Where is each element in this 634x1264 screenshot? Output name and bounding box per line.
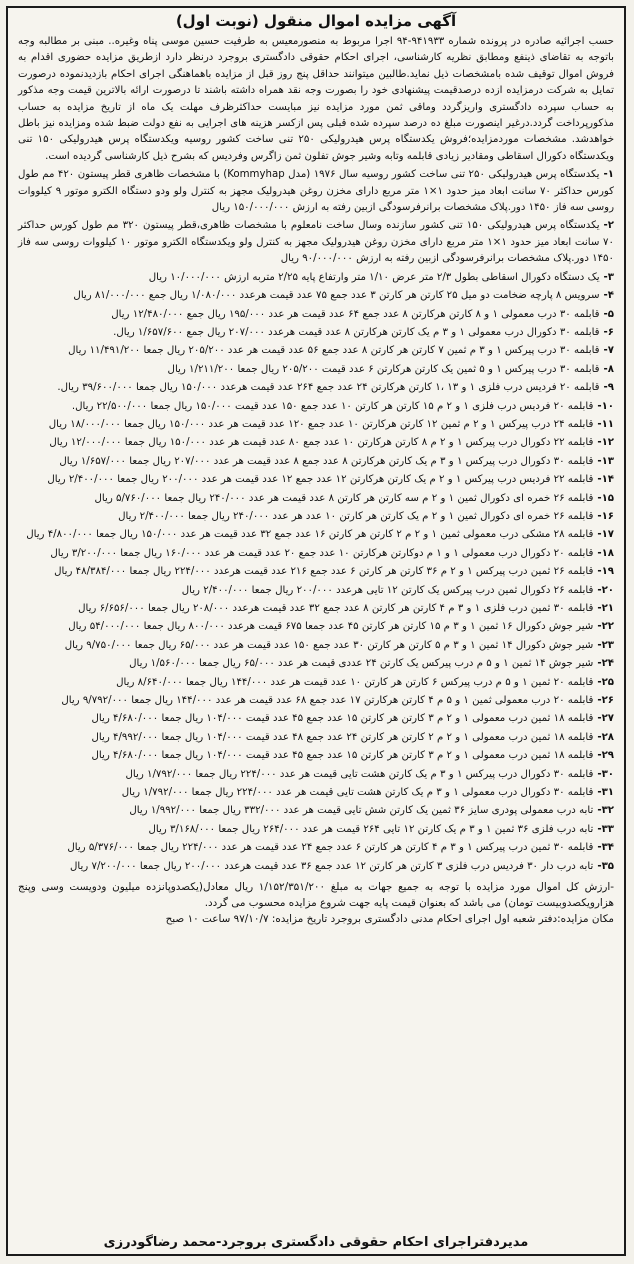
list-item (18, 840, 614, 856)
item-number: ۹- (603, 382, 614, 394)
notice-intro: حسب اجرائیه صادره در پرونده شماره ۹۴۱۹۳۳-۹۴ اجرا مربوط به منصورمعیس به طرفیت حسین موسی پناه وغیره.. مبنی بر مطالبه وجه باتوجه به تقاضای ذینفع ومطابق نظریه کارشناسی، اجرای احکام حقوقی دادگستری بروجرد درنظر دارد ازطریق مزایده حضوری اقدام به فروش اموال توقیف شده بامشخصات ذیل نماید.طالبین میتوانند حداقل پنج روز قبل از مزایده باهماهنگی اجرای احکام بازدیدنموده درصورت تمایل به شرکت درمزایده ازده درصدقیمت پیشنهادی خود را بصورت وجه نقد همراه داشته باشند تا درصورت ارائه بالاترین قیمت وجه مذکور به حساب سپرده دادگستری واریزگردد وماقی ثمن مورد مزایده نیز مبایست حداکثرظرف مهلت یک ماه از تاریخ مزایده به حساب مذکورپرداخت گردد.درغیر اینصورت مبلغ ده درصد سپرده شده قبلی پس ازکسر هزینه های اجرایی به نفع دولت ضبط شده ومزایده نیز باطل خواهدشد. مشخصات موردمزایده؛فروش یکدستگاه پرس هیدرولیکی ۲۵۰ تنی ساخت کشور روسیه ویکدستگاه پرس هیدرولیکی ۱۵۰ تنی ویکدستگاه دکورال اسقاطی ومقادیر زیادی قابلمه وتابه وشیر جوش تفلون ثمن زاگرس وفردیس که بشرح ذیل کارشناسی گردیده است. (18, 36, 614, 162)
list-item (18, 325, 614, 341)
item-text: قابلمه ۳۰ درب پیرکس ۱ و ۵ ثمین یک کارتن هرکارتن ۶ عدد قیمت ۲۰۵/۲۰۰ ریال جمعا ۱/۲۱۱/۲۰۰ ریال (167, 363, 600, 375)
list-item (18, 362, 614, 378)
item-number: ۱۰- (597, 400, 614, 412)
item-number: ۳۴- (597, 842, 614, 854)
item-number: ۳- (603, 271, 614, 283)
item-number: ۴- (603, 290, 614, 302)
item-text: تابه درب دار ۳۰ فردیس درب فلزی ۳ کارتن هر کارتن ۱۲ عدد جمع ۳۶ عدد قیمت هرعدد ۲۰۰/۰۰۰ ریال جمعا ۷/۲۰۰/۰۰۰ ریال (69, 860, 594, 872)
item-number: ۲۷- (597, 713, 614, 725)
item-number: ۲۴- (597, 658, 614, 670)
item-number: ۱۱- (597, 418, 614, 430)
item-text: شیر جوش ۱۴ ثمین ۱ و ۵ م درب پیرکس یک کارتن ۲۴ عددی قیمت هر عدد ۶۵/۰۰۰ ریال جمعا ۱/۵۶۰/۰۰۰ ریال (129, 658, 594, 670)
item-number: ۳۳- (597, 823, 614, 835)
item-number: ۱۵- (597, 492, 614, 504)
list-item (18, 343, 614, 359)
item-number: ۲۵- (597, 676, 614, 688)
list-item (18, 564, 614, 580)
item-number: ۲۸- (597, 731, 614, 743)
item-number: ۳۰- (597, 768, 614, 780)
item-text: تابه درب معمولی پودری سایز ۳۶ ثمین یک کارتن شش تایی قیمت هر عدد ۳۳۲/۰۰۰ ریال جمعا ۱/۹۹۲/۰۰۰ ریال (129, 805, 594, 817)
item-number: ۷- (603, 345, 614, 357)
item-number: ۳۱- (597, 787, 614, 799)
item-text: قابلمه ۲۰ فردیس درب فلزی ۱ و ۲ م ۱۵ کارتن هر کارتن ۱۰ عدد جمع ۱۵۰ عدد قیمت ۱۵۰/۰۰۰ ریال جمعا ۲۲/۵۰۰/۰۰۰ ریال. (71, 400, 594, 412)
list-item (18, 859, 614, 875)
item-number: ۱۸- (597, 547, 614, 559)
item-text: قابلمه ۳۰ دکورال درب پیرکس ۱ و ۳ م یک کارتن هرکارتن ۸ عدد جمع ۸ عدد قیمت هر عدد ۲۰۷/۰۰۰ ریال جمعا ۱/۶۵۷/۰۰۰ ریال (59, 455, 594, 467)
item-text: قابلمه ۳۰ ثمین درب پیرکس ۱ و ۳ م ۴ کارتن هر کارتن ۶ عدد جمع ۲۴ عدد قیمت هر عدد ۲۲۴/۰۰۰ ریال جمعا ۵/۳۷۶/۰۰۰ ریال (67, 842, 594, 854)
item-number: ۲۹- (597, 750, 614, 762)
list-item (18, 454, 614, 470)
item-text: قابلمه ۲۰ دکورال درب معمولی ۱ و ۱ م دوکارتن هرکارتن ۱۰ عدد جمع ۲۰ عدد قیمت هر عدد ۱۶۰/۰۰۰ ریال جمعا ۳/۲۰۰/۰۰۰ ریال (50, 547, 594, 559)
item-number: ۱۷- (597, 529, 614, 541)
item-text: قابلمه ۳۰ دکورال درب معمولی ۱ و ۳ م یک کارتن هرکارتن ۸ عدد قیمت هرعدد ۲۰۷/۰۰۰ ریال جمع ۱/۶۵۷/۶۰۰ ریال. (113, 326, 600, 338)
item-text: قابلمه ۳۰ دکورال درب پیرکس ۱ و ۳ م یک کارتن هشت تایی قیمت هر عدد ۲۲۴/۰۰۰ ریال جمعا ۱/۷۹۲/۰۰۰ ریال (125, 768, 594, 780)
item-text: قابلمه ۳۰ ثمین درب فلزی ۱ و ۳ م ۴ کارتن هر کارتن ۸ عدد جمع ۳۲ عدد قیمت هرعدد ۲۰۸/۰۰۰ ریال جمعا ۶/۶۵۶/۰۰۰ ریال (78, 603, 594, 614)
item-number: ۲۶- (597, 695, 614, 707)
item-number: ۲۳- (597, 639, 614, 651)
list-item (18, 583, 614, 599)
list-item (18, 638, 614, 654)
item-text: قابلمه ۲۶ ثمین درب پیرکس ۱ و ۲ م ۳۶ کارتن هر کارتن ۶ عدد جمع ۲۱۶ عدد قیمت هرعدد ۲۲۴/۰۰۰ ریال جمعا ۴۸/۳۸۴/۰۰۰ ریال (54, 566, 594, 578)
item-number: ۲۲- (597, 621, 614, 633)
list-item (18, 730, 614, 746)
item-text: قابلمه ۲۲ فردیس درب پیرکس ۱ و ۲ م یک کارتن هرکارتن ۱۲ عدد جمع ۱۲ عدد قیمت هر عدد ۲۰۰/۰۰۰ ریال جمعا ۲/۴۰۰/۰۰۰ ریال (47, 474, 594, 486)
list-item (18, 601, 614, 617)
list-item (18, 693, 614, 709)
list-item (18, 218, 614, 267)
item-text: قابلمه ۲۲ دکورال درب پیرکس ۱ و ۲ م ۸ کارتن هرکارتن ۱۰ عدد جمع ۸۰ عدد قیمت هر عدد ۱۵۰/۰۰۰ ریال جمعا ۱۲/۰۰۰/۰۰۰ ریال (49, 437, 594, 449)
list-item (18, 619, 614, 635)
list-item (18, 711, 614, 727)
list-item (18, 803, 614, 819)
list-item (18, 546, 614, 562)
list-item (18, 380, 614, 396)
auction-place-date: مکان مزایده:دفتر شعبه اول اجرای احکام مدنی دادگستری بروجرد تاریخ مزایده: ۹۷/۱۰/۷ ساعت ۱۰ صبح (165, 913, 614, 926)
list-item (18, 656, 614, 672)
item-number: ۲۱- (597, 603, 614, 614)
list-item (18, 288, 614, 304)
item-text: قابلمه ۱۸ ثمین درب معمولی ۱ و ۲ م ۲ کارتن هر کارتن ۲۴ عدد جمع ۴۸ عدد قیمت ۱۰۴/۰۰۰ ریال جمعا ۴/۹۹۲/۰۰۰ ریال (91, 731, 594, 743)
list-item (18, 748, 614, 764)
list-item (18, 509, 614, 525)
item-text: قابلمه ۳۰ درب معمولی ۱ و ۸ کارتن هرکارتن ۸ عدد جمع ۶۴ عدد قیمت هر عدد ۱۹۵/۰۰۰ ریال جمع ۱۲/۴۸۰/۰۰۰ ریال (111, 308, 600, 320)
item-number: ۳۵- (597, 860, 614, 872)
item-text: قابلمه ۲۸ مشکی درب معمولی ثمین ۱ و ۲ م ۲ کارتن هر کارتن ۱۶ عدد جمع ۳۲ عدد قیمت هر عدد ۱۵۰/۰۰۰ ریال جمعا ۴/۸۰۰/۰۰۰ ریال (26, 529, 594, 541)
item-number: ۱۴- (597, 474, 614, 486)
list-item (18, 435, 614, 451)
item-number: ۲- (603, 220, 614, 232)
item-text: شیر جوش دکورال ۱۶ ثمین ۱ و ۳ م ۱۵ کارتن هر کارتن ۴۵ عدد جمعا ۶۷۵ قیمت هرعدد ۸۰۰/۰۰۰ ریال جمعا ۵۴/۰۰۰/۰۰۰ ریال (68, 621, 594, 633)
total-value-note: -ارزش کل اموال مورد مزایده با توجه به جمیع جهات به مبلغ ۱/۱۵۲/۳۵۱/۲۰۰ ریال معادل(یکصدوپانزده میلیون ودویست وسی وپنج هزارویکصدوبیست تومان) می باشد که بعنوان قیمت پایه جهت شروع مزایده محسوب می گردد. (18, 881, 614, 910)
item-text: قابلمه ۲۰ فردیس درب فلزی ۱ و ۱۳ ،۱ کارتن هرکارتن ۲۴ عدد جمع ۲۶۴ عدد قیمت هرعدد ۱۵۰/۰۰۰ ریال جمعا ۳۹/۶۰۰/۰۰۰ ریال. (57, 382, 600, 394)
item-text: قابلمه ۲۶ خمره ای دکورال ثمین ۱ و ۲ م سه کارتن هر کارتن ۸ عدد قیمت هر عدد ۲۴۰/۰۰۰ ریال جمعا ۵/۷۶۰/۰۰۰ ریال (94, 492, 594, 504)
list-item (18, 785, 614, 801)
item-text: قابلمه ۳۰ درب پیرکس ۱ و ۳ م ثمین ۷ کارتن هر کارتن ۸ عدد جمع ۵۶ عدد قیمت هر عدد ۲۰۵/۲۰۰ ریال جمعا ۱۱/۴۹۱/۲۰۰ ریال (68, 345, 600, 357)
item-text: قابلمه ۱۸ ثمین درب معمولی ۱ و ۲ م ۳ کارتن هر کارتن ۱۵ عدد جمع ۴۵ عدد قیمت ۱۰۴/۰۰۰ ریال جمعا ۴/۶۸۰/۰۰۰ ریال (91, 750, 594, 762)
auction-notice (6, 6, 626, 1256)
item-text: قابلمه ۳۰ دکورال درب معمولی ۱ و ۳ م یک کارتن هشت تایی قیمت هر عدد ۲۲۴/۰۰۰ ریال جمعا ۱/۷۹۲/۰۰۰ ریال (121, 787, 594, 799)
notice-title: آگهی مزایده اموال منقول (نوبت اول) (175, 12, 457, 30)
item-text: تابه درب فلزی ۳۶ ثمین ۱ و ۳ م یک کارتن ۱۲ تایی ۲۶۴ قیمت هر عدد ۲۶۴/۰۰۰ ریال جمعا ۳/۱۶۸/۰۰۰ ریال (148, 823, 594, 835)
item-text: قابلمه ۲۶ دکورال ثمین درب پیرکس یک کارتن ۱۲ تایی هرعدد ۲۰۰/۰۰۰ ریال جمعا ۲/۴۰۰/۰۰۰ ریال (181, 584, 594, 596)
items-list (18, 167, 614, 875)
item-text: قابلمه ۲۶ خمره ای دکورال ثمین ۱ و ۲ م یک کارتن هر کارتن ۱۰ عدد هر عدد ۲۴۰/۰۰۰ ریال جمعا ۲/۴۰۰/۰۰۰ ریال (118, 510, 594, 522)
item-text: قابلمه ۲۴ درب پیرکس ۱ و ۲ م ثمین ۱۲ کارتن هرکارتن ۱۰ عدد جمع ۱۲۰ عدد قیمت هر عدد ۱۵۰/۰۰۰ ریال جمعا ۱۸/۰۰۰/۰۰۰ ریال (48, 418, 594, 430)
signature: مدیردفتراجرای احکام حقوقی دادگستری بروجرد-محمد رضاگودرزی (103, 1235, 529, 1250)
item-number: ۱۹- (597, 566, 614, 578)
item-number: ۱۳- (597, 455, 614, 467)
list-item (18, 675, 614, 691)
item-text: یکدستگاه پرس هیدرولیکی ۲۵۰ تنی ساخت کشور روسیه سال ۱۹۷۶ (مدل Kommyhap) با مشخصات ظاهری قطر پیستون ۴۲۰ مم طول کورس حداکثر ۷۰ سانت ابعاد میز حدود ۱×۱ متر مربع دارای مخزن روغن هیدرولیک مجهز به کنترل ولو ودو دستگاه الکترو موتور ۹ کیلووات روسی سه فاز ۱۴۵۰ دور.پلاک مشخصات برانرفرسودگی ازبین رفته به ارزش ۱۵۰/۰۰۰/۰۰۰ ریال (18, 169, 615, 214)
list-item (18, 491, 614, 507)
item-number: ۲۰- (597, 584, 614, 596)
list-item (18, 527, 614, 543)
list-item (18, 167, 614, 216)
item-text: قابلمه ۲۰ درب معمولی ثمین ۱ و ۵ م ۴ کارتن هرکارتن ۱۷ عدد جمع ۶۸ عدد قیمت هر عدد ۱۴۴/۰۰۰ ریال جمعا ۹/۷۹۲/۰۰۰ ریال (61, 695, 594, 707)
item-text: قابلمه ۲۰ ثمین ۱ و ۵ م درب پیرکس ۶ کارتن هر کارتن ۱۰ عدد قیمت هر عدد ۱۴۴/۰۰۰ ریال جمعا ۸/۶۴۰/۰۰۰ ریال (116, 676, 594, 688)
list-item (18, 472, 614, 488)
item-text: سرویس ۸ پارچه ضخامت دو میل ۲۵ کارتن هر کارتن ۳ عدد جمع ۷۵ عدد قیمت هرعدد ۱/۰۸۰/۰۰۰ ریال جمع ۸۱/۰۰۰/۰۰۰ ریال (73, 290, 600, 302)
item-number: ۳۲- (597, 805, 614, 817)
list-item (18, 822, 614, 838)
list-item (18, 307, 614, 323)
item-text: یکدستگاه پرس هیدرولیکی ۱۵۰ تنی کشور سازنده وسال ساخت نامعلوم با مشخصات ظاهری،قطر پیستون ۳۲۰ مم طول کورس حداکثر ۷۰ سانت ابعاد میز حدود ۱×۱ متر مربع دارای مخزن روغن هیدرولیک مجهز به کنترل ولو ویکدستگاه الکترو موتور ۱۰ کیلووات روسی سه فاز ۱۴۵۰ دور.پلاک مشخصات برانرفرسودگی ازبین رفته به ارزش ۹۰/۰۰۰/۰۰۰ ریال (18, 220, 614, 265)
item-text: یک دستگاه دکورال اسقاطی بطول ۲/۳ متر عرض ۱/۱۰ متر وارتفاع پایه ۲/۲۵ متربه ارزش ۱۰/۰۰۰/۰۰۰ ریال (148, 271, 600, 283)
list-item (18, 417, 614, 433)
item-number: ۱- (603, 169, 614, 181)
list-item (18, 399, 614, 415)
item-number: ۱۶- (597, 510, 614, 522)
item-number: ۱۲- (597, 437, 614, 449)
item-number: ۵- (603, 308, 614, 320)
item-text: شیر جوش دکورال ۱۴ ثمین ۱ و ۳ م ۵ کارتن هر کارتن ۳۰ عدد جمع ۱۵۰ عدد قیمت هر عدد ۶۵/۰۰۰ ریال جمعا ۹/۷۵۰/۰۰۰ ریال (64, 639, 594, 651)
item-text: قابلمه ۱۸ ثمین درب معمولی ۱ و ۲ م ۳ کارتن هر کارتن ۱۵ عدد جمع ۴۵ عدد قیمت ۱۰۴/۰۰۰ ریال جمعا ۴/۶۸۰/۰۰۰ ریال (91, 713, 594, 725)
item-number: ۶- (603, 326, 614, 338)
item-number: ۸- (603, 363, 614, 375)
list-item (18, 767, 614, 783)
list-item (18, 270, 614, 286)
